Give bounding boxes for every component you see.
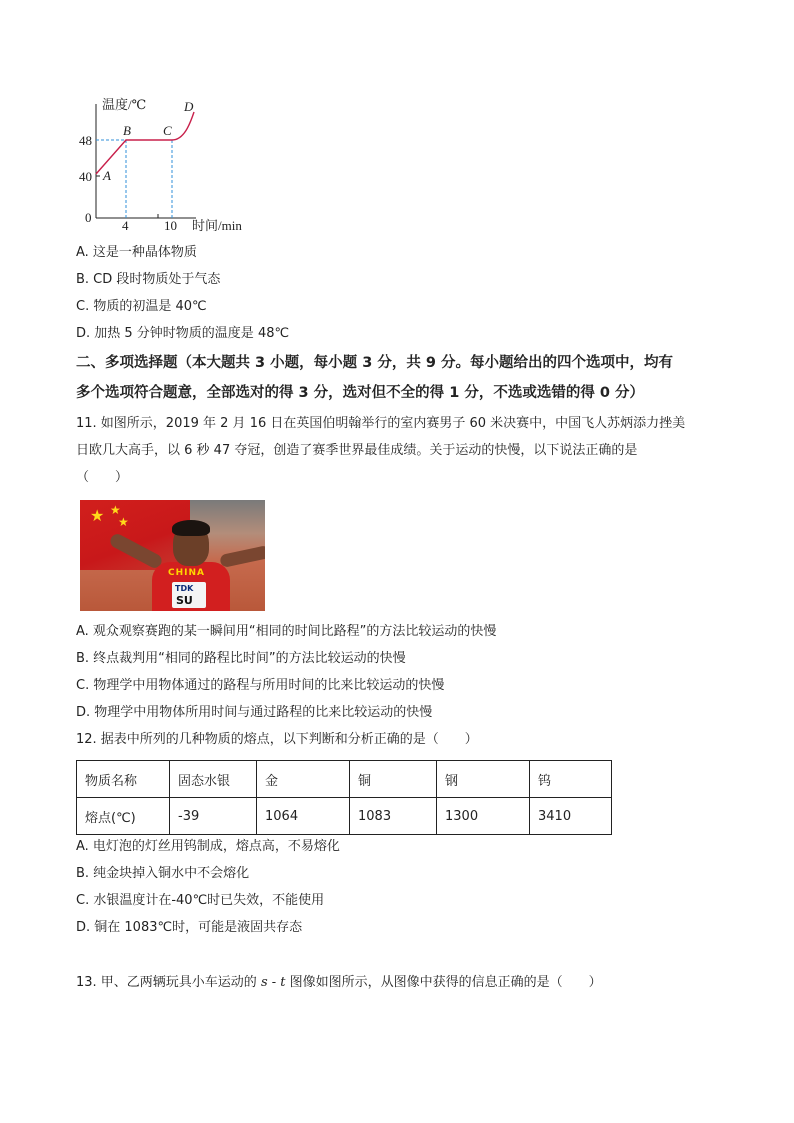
table-cell: 1083 xyxy=(350,798,437,835)
q13-stem xyxy=(76,974,602,992)
right-arm xyxy=(219,545,265,568)
table-cell: -39 xyxy=(170,798,257,835)
table-row xyxy=(77,798,612,835)
table-cell: 固态水银 xyxy=(170,761,257,798)
table-row xyxy=(77,761,612,798)
table-cell: 物质名称 xyxy=(77,761,170,798)
q10-option-a: A. 这是一种晶体物质 xyxy=(76,245,197,260)
point-b-label: B xyxy=(123,123,131,138)
s-t-symbol: s - t xyxy=(260,975,286,990)
melting-point-table xyxy=(76,760,612,835)
flag-star-icon: ★ xyxy=(110,503,121,517)
origin-label: 0 xyxy=(85,210,92,225)
q12-option-c: C. 水银温度计在-40℃时已失效，不能使用 xyxy=(76,893,325,908)
q12-option-a: A. 电灯泡的灯丝用钨制成，熔点高，不易熔化 xyxy=(76,839,340,854)
point-c-label: C xyxy=(163,123,172,138)
bib-name: SU xyxy=(176,594,193,607)
x-axis-label: 时间/min xyxy=(192,218,242,233)
table-cell: 1064 xyxy=(257,798,350,835)
q11-stem-line1: 11. 如图所示，2019 年 2 月 16 日在英国伯明翰举行的室内赛男子 60 米决赛中，中国飞人苏炳添力挫美 xyxy=(76,416,686,431)
point-d-label: D xyxy=(184,99,194,114)
section2-heading-line2: 多个选项符合题意，全部选对的得 3 分，选对但不全的得 1 分，不选或选错的得 0 分） xyxy=(76,385,645,401)
y-tick-48: 48 xyxy=(79,133,92,148)
table-cell: 1300 xyxy=(437,798,530,835)
table-cell: 3410 xyxy=(530,798,612,835)
temperature-time-graph xyxy=(76,94,256,234)
q11-option-d: D. 物理学中用物体所用时间与通过路程的比来比较运动的快慢 xyxy=(76,705,433,720)
q10-option-c: C. 物质的初温是 40℃ xyxy=(76,299,207,314)
q13-stem-suffix: 图像如图所示，从图像中获得的信息正确的是（ ） xyxy=(285,975,602,990)
table-cell: 钨 xyxy=(530,761,612,798)
y-tick-40: 40 xyxy=(79,169,92,184)
sprinter-photo xyxy=(80,500,265,611)
y-axis-label: 温度/℃ xyxy=(102,97,147,112)
table-cell: 钢 xyxy=(437,761,530,798)
q12-stem: 12. 据表中所列的几种物质的熔点，以下判断和分析正确的是（ ） xyxy=(76,732,478,747)
q11-stem-line2: 日欧几大高手，以 6 秒 47 夺冠，创造了赛季世界最佳成绩。关于运动的快慢，以下说法正确的是 xyxy=(76,443,638,458)
section2-heading-line1: 二、多项选择题（本大题共 3 小题，每小题 3 分，共 9 分。每小题给出的四个选项中，均有 xyxy=(76,355,674,371)
race-bib xyxy=(172,582,206,608)
heating-curve xyxy=(96,112,194,174)
jersey-text: CHINA xyxy=(168,568,205,578)
point-a-label: A xyxy=(103,168,111,183)
athlete-hair xyxy=(172,520,210,536)
q10-option-d: D. 加热 5 分钟时物质的温度是 48℃ xyxy=(76,326,290,341)
bib-sponsor: TDK xyxy=(175,584,194,593)
x-tick-4: 4 xyxy=(122,218,129,233)
flag-star-icon: ★ xyxy=(90,506,105,525)
table-cell: 铜 xyxy=(350,761,437,798)
x-tick-10: 10 xyxy=(164,218,177,233)
table-cell: 熔点(℃) xyxy=(77,798,170,835)
q13-stem-prefix: 13. 甲、乙两辆玩具小车运动的 xyxy=(76,975,261,990)
q12-option-d: D. 铜在 1083℃时，可能是液固共存态 xyxy=(76,920,303,935)
q11-option-b: B. 终点裁判用“相同的路程比时间”的方法比较运动的快慢 xyxy=(76,651,406,666)
q11-answer-bracket: （ ） xyxy=(76,470,129,485)
flag-star-icon: ★ xyxy=(118,515,129,529)
q12-option-b: B. 纯金块掉入铜水中不会熔化 xyxy=(76,866,250,881)
q10-option-b: B. CD 段时物质处于气态 xyxy=(76,272,221,287)
table-cell: 金 xyxy=(257,761,350,798)
q11-option-a: A. 观众观察赛跑的某一瞬间用“相同的时间比路程”的方法比较运动的快慢 xyxy=(76,624,497,639)
q11-option-c: C. 物理学中用物体通过的路程与所用时间的比来比较运动的快慢 xyxy=(76,678,445,693)
